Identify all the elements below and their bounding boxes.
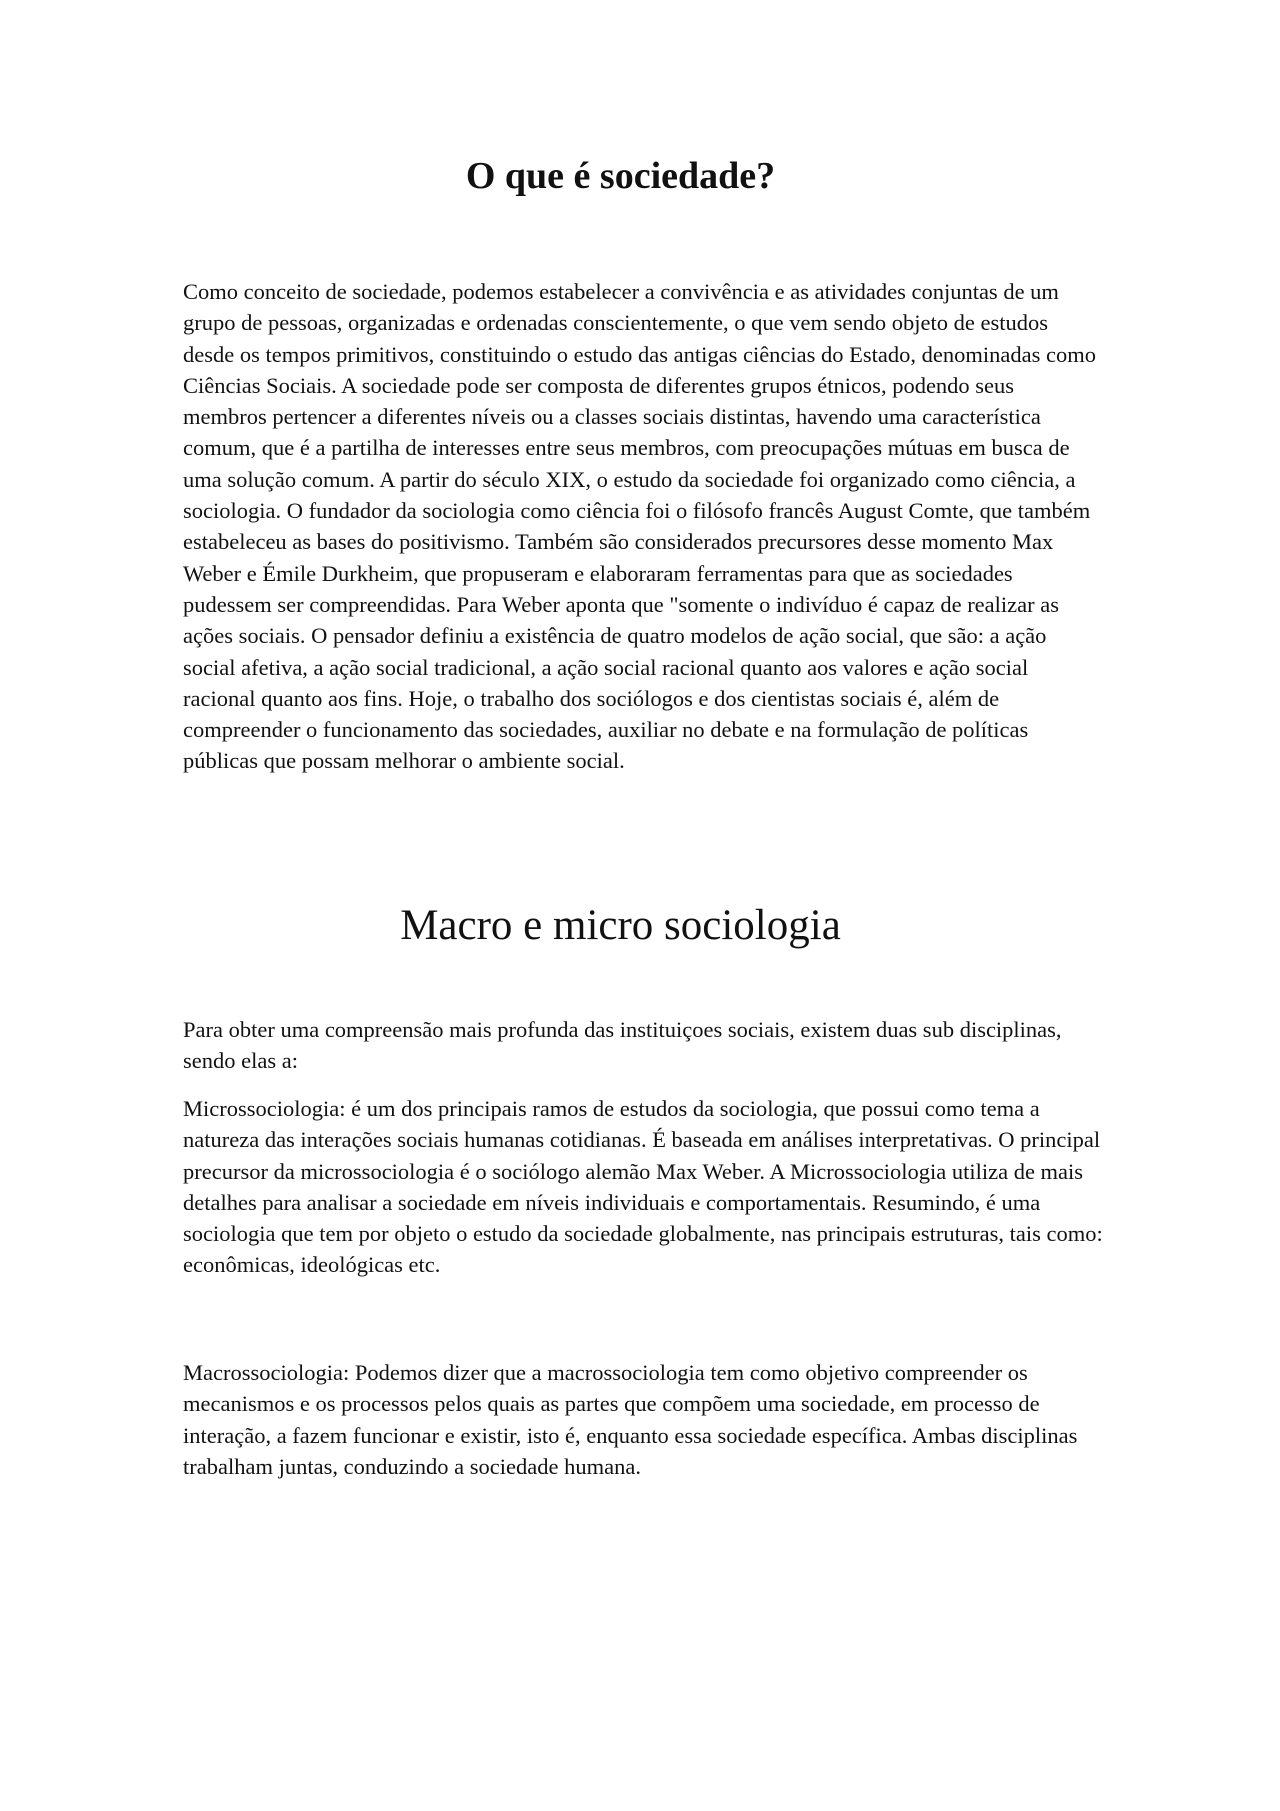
section-intro-paragraph: Para obter uma compreensão mais profunda das instituiçoes sociais, existem duas sub disciplinas, sendo elas a: [183,1017,1062,1074]
document-title: O que é sociedade? [465,155,776,197]
section-title: Macro e micro sociologia [400,902,841,949]
macrosociology-paragraph: Macrossociologia: Podemos dizer que a macrossociologia tem como objetivo compreender os mecanismos e os processos pelos quais as partes que compõem uma sociedade, em processo de interação, a fazem funcionar e existir, isto é, enquanto essa sociedade específica. Ambas disciplinas trabalham juntas, conduzindo a sociedade humana. [183,1360,1078,1479]
intro-paragraph: Como conceito de sociedade, podemos estabelecer a convivência e as atividades conjuntas de um grupo de pessoas, organizadas e ordenadas conscientemente, o que vem sendo objeto de estudos desde os tempos primitivos, constituindo o estudo das antigas ciências do Estado, denominadas como Ciências Sociais. A sociedade pode ser composta de diferentes grupos étnicos, podendo seus membros pertencer a diferentes níveis ou a classes sociais distintas, havendo uma característica comum, que é a partilha de interesses entre seus membros, com preocupações mútuas em busca de uma solução comum. A partir do século XIX, o estudo da sociedade foi organizado como ciência, a sociologia. O fundador da sociologia como ciência foi o filósofo francês August Comte, que também estabeleceu as bases do positivismo. Também são considerados precursores desse momento Max Weber e Émile Durkheim, que propuseram e elaboraram ferramentas para que as sociedades pudessem ser compreendidas. Para Weber aponta que "somente o indivíduo é capaz de realizar as ações sociais. O pensador definiu a existência de quatro modelos de ação social, que são: a ação social afetiva, a ação social tradicional, a ação social racional quanto aos valores e ação social racional quanto aos fins. Hoje, o trabalho dos sociólogos e dos cientistas sociais é, além de compreender o funcionamento das sociedades, auxiliar no debate e na formulação de políticas públicas que possam melhorar o ambiente social. [183,279,1096,774]
microsociology-paragraph: Microssociologia: é um dos principais ramos de estudos da sociologia, que possui como tema a natureza das interações sociais humanas cotidianas. É baseada em análises interpretativas. O principal precursor da microssociologia é o sociólogo alemão Max Weber. A Microssociologia utiliza de mais detalhes para analisar a sociedade em níveis individuais e comportamentais. Resumindo, é uma sociologia que tem por objeto o estudo da sociedade globalmente, nas principais estruturas, tais como: econômicas, ideológicas etc. [183,1096,1103,1278]
